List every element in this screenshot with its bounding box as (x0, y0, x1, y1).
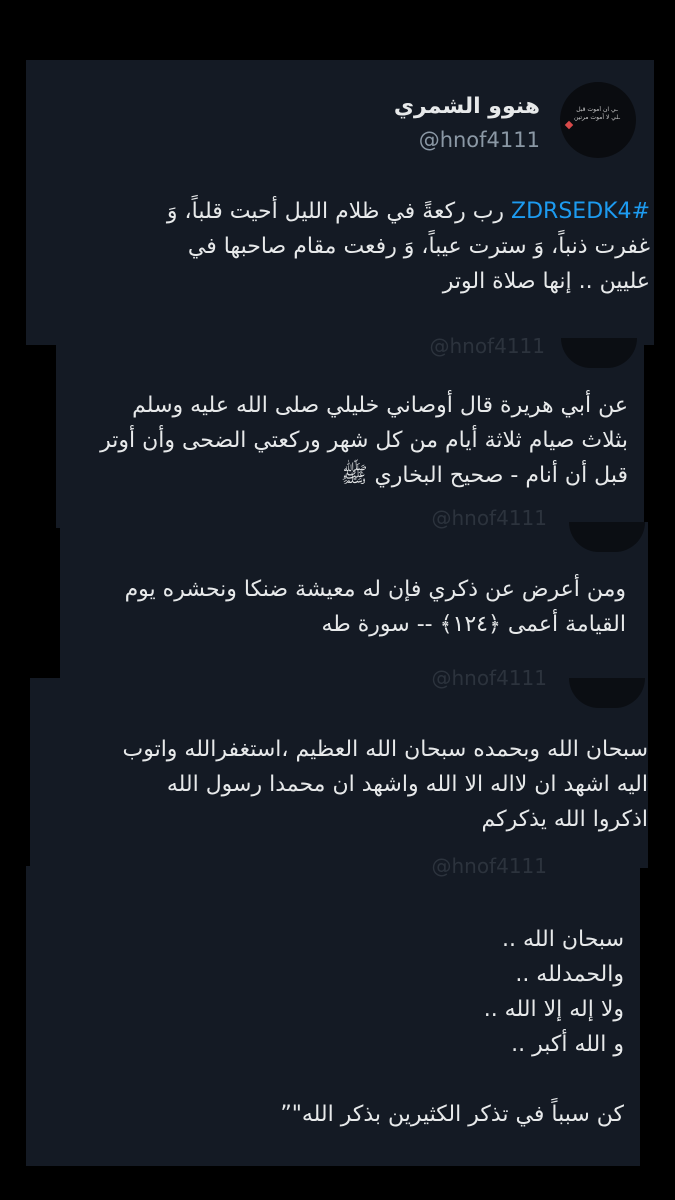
cropped-handle: @hnof4111 (431, 854, 547, 878)
cropped-handle: @hnof4111 (429, 334, 545, 358)
tweet-line: قبل أن أنام - صحيح البخاري ﷺ (340, 463, 628, 488)
tweet-line: غفرت ذنباً، وَ سترت عيباً، وَ رفعت مقام صاحبها في (187, 234, 650, 259)
tweet-line: ولا إله إلا الله .. (483, 997, 624, 1022)
tweet-line: سبحان الله وبحمده سبحان الله العظيم ،استغفرالله واتوب (122, 737, 648, 762)
tweet-text-2 (100, 388, 628, 493)
tweet-line: #ZDRSEDK4 رب ركعةً في ظلام الليل أحيت قلباً، وَ (166, 199, 650, 224)
tweet-line: والحمدلله .. (515, 962, 624, 987)
tweet-line: بثلاث صيام ثلاثة أيام من كل شهر وركعتي الضحى وأن أوتر (100, 428, 628, 453)
tweet-line: سبحان الله .. (502, 927, 624, 952)
tweet-line: القيامة أعمى ﴿١٢٤﴾ -- سورة طه (321, 612, 626, 637)
avatar[interactable] (560, 82, 636, 158)
avatar-caption: ـي ان أموت قبل ـلي لا أموت مرتين (573, 106, 621, 121)
tweet-line: عن أبي هريرة قال أوصاني خليلي صلى الله عليه وسلم (132, 393, 628, 418)
tweet-header (26, 60, 654, 170)
tweet-line: ومن أعرض عن ذكري فإن له معيشة ضنكا ونحشره يوم (124, 577, 626, 602)
user-handle[interactable]: @hnof4111 (418, 128, 540, 152)
display-name[interactable]: هنوو الشمري (393, 94, 540, 119)
heart-icon (565, 121, 573, 129)
tweet-line: و الله أكبر .. (511, 1032, 624, 1057)
tweet-line: كن سبباً في تذكر الكثيرين بذكر الله"” (280, 1102, 624, 1127)
tweet-line: اذكروا الله يذكركم (481, 807, 648, 832)
line-spacer (280, 1062, 624, 1097)
cropped-handle: @hnof4111 (431, 506, 547, 530)
tweet-line: عليين .. إنها صلاة الوتر (442, 269, 650, 294)
hashtag-link[interactable]: #ZDRSEDK4 (511, 199, 650, 224)
tweet-text-5 (280, 922, 624, 1132)
cropped-handle: @hnof4111 (431, 666, 547, 690)
tweet-line: اليه اشهد ان لااله الا الله واشهد ان محمدا رسول الله (166, 772, 648, 797)
tweet-text-3 (125, 572, 626, 642)
tweet-text-1 (167, 194, 650, 299)
tweet-text-4 (123, 732, 649, 837)
